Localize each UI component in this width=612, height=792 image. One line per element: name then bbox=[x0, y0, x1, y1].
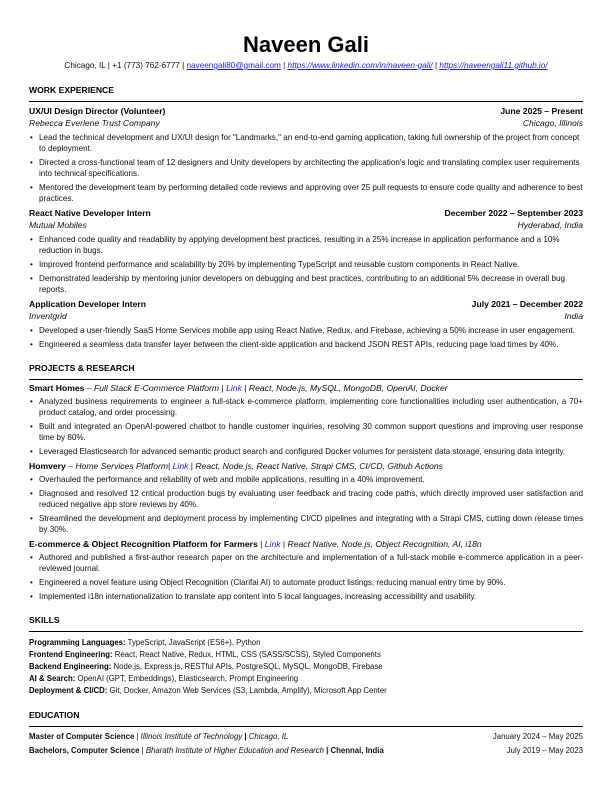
bullet-item: • Mentored the development team by performing detailed code reviews and approving over 25 pull requests to ensure code quality and adherence to best practices. bbox=[29, 182, 583, 204]
resume-page bbox=[29, 0, 583, 757]
skill-values: Node.js, Express.js, RESTful APIs, PostgreSQL, MySQL, MongoDB, Firebase bbox=[111, 662, 383, 671]
bullet-item: • Directed a cross-functional team of 12 designers and Unity developers by architecting the application's logic and translating complex user requirements into technical specifications. bbox=[29, 157, 583, 179]
project-link[interactable]: Link bbox=[172, 461, 189, 471]
bullet-item: • Built and integrated an OpenAI-powered chatbot to handle customer inquiries, resolving 30 common support questions and improving user response time by 80%. bbox=[29, 421, 583, 443]
work-experience-list bbox=[29, 105, 583, 350]
job-subheader bbox=[29, 310, 583, 322]
separator: | bbox=[219, 383, 227, 393]
separator: | bbox=[242, 732, 249, 741]
job-dates: July 2021 – December 2022 bbox=[471, 299, 583, 309]
contact-location-phone: Chicago, IL | +1 (773) 762-6777 | bbox=[64, 61, 187, 70]
school-name: Illinois Institute of Technology bbox=[140, 732, 243, 741]
project-bullets bbox=[29, 396, 583, 457]
website-link[interactable]: https://naveengali11.github.io/ bbox=[439, 61, 548, 70]
separator: | bbox=[257, 539, 265, 549]
skill-category: Deployment & CI/CD: bbox=[29, 686, 108, 695]
bullet-item: • Engineered a seamless data transfer layer between the client-side application and backend JSON REST APIs, reducing page load times by 40%. bbox=[29, 339, 583, 350]
linkedin-link[interactable]: https://www.linkedin.com/in/naveen-gali/ bbox=[287, 61, 433, 70]
job-bullets bbox=[29, 234, 583, 295]
separator: | bbox=[139, 745, 146, 755]
job-dates: December 2022 – September 2023 bbox=[444, 208, 583, 218]
bullet-item: • Lead the technical development and UX/UI design for "Landmarks," an end-to-end gaming application, taking full ownership of the project from concept to deployment. bbox=[29, 132, 583, 154]
project-bullets bbox=[29, 474, 583, 535]
skill-category: Frontend Engineering: bbox=[29, 650, 113, 659]
skill-values: TypeScript, JavaScript (ES6+), Python bbox=[125, 638, 261, 647]
skill-row bbox=[29, 673, 583, 685]
project-bullets bbox=[29, 552, 583, 602]
contact-line bbox=[29, 60, 583, 72]
project-subtitle: Home Services Platform bbox=[75, 461, 168, 471]
separator: | bbox=[432, 61, 440, 70]
skills-list bbox=[29, 637, 583, 697]
project-link[interactable]: Link bbox=[226, 383, 242, 393]
project-header bbox=[29, 538, 583, 550]
project-tech-stack: React, Node.js, MySQL, MongoDB, OpenAI, Docker bbox=[248, 383, 448, 393]
job-location: India bbox=[564, 311, 583, 321]
bullet-item: • Analyzed business requirements to engineer a full-stack e-commerce platform, implementing core functionalities including user authentication, a 70+ product catalog, and order processing. bbox=[29, 396, 583, 418]
bullet-item: • Authored and published a first-author research paper on the architecture and implementation of a full-stack mobile e-commerce application in a peer-reviewed journal. bbox=[29, 552, 583, 574]
school-location: Chicago, IL bbox=[248, 732, 289, 741]
projects-list bbox=[29, 382, 583, 602]
degree: Bachelors, Computer Science bbox=[29, 745, 140, 755]
education-details bbox=[29, 730, 288, 744]
separator: | bbox=[188, 461, 196, 471]
skill-row bbox=[29, 649, 583, 661]
skill-category: Programming Languages: bbox=[29, 638, 126, 647]
separator: | bbox=[241, 383, 249, 393]
dash: – bbox=[65, 461, 76, 471]
job-title: Application Developer Intern bbox=[29, 299, 146, 309]
project-link[interactable]: Link bbox=[264, 539, 281, 549]
project-tech-stack: React Native, Node.js, Object Recognition, AI, i18n bbox=[287, 539, 482, 549]
education-list bbox=[29, 730, 583, 757]
education-row bbox=[29, 744, 583, 758]
project-name: Smart Homes bbox=[29, 383, 85, 393]
project-name: Homvery bbox=[29, 461, 66, 471]
skill-category: Backend Engineering: bbox=[29, 662, 112, 671]
job-header bbox=[29, 207, 583, 219]
skill-row bbox=[29, 661, 583, 673]
job-subheader bbox=[29, 117, 583, 129]
project-header bbox=[29, 460, 583, 472]
project-name: E-commerce & Object Recognition Platform for Farmers bbox=[29, 539, 258, 549]
separator: | bbox=[280, 61, 288, 70]
job-header bbox=[29, 298, 583, 310]
skill-row bbox=[29, 637, 583, 649]
school-name: Bharath Institute of Higher Education and Research bbox=[145, 745, 324, 755]
company-name: Mutual Mobiles bbox=[29, 220, 87, 230]
bullet-item: • Enhanced code quality and readability by applying development best practices, resulting in a 25% increase in application performance and a 10% reduction in bugs. bbox=[29, 234, 583, 256]
separator: | bbox=[324, 745, 331, 755]
job-dates: June 2025 – Present bbox=[500, 106, 583, 116]
education-details bbox=[29, 744, 384, 758]
job-bullets bbox=[29, 325, 583, 350]
degree: Master of Computer Science bbox=[29, 732, 135, 741]
bullet-item: • Overhauled the performance and reliability of web and mobile applications, resulting in a 40% improvement. bbox=[29, 474, 583, 485]
job-location: Hyderabad, India bbox=[517, 220, 583, 230]
skill-values: Git, Docker, Amazon Web Services (S3, Lambda, Amplify), Microsoft App Center bbox=[107, 686, 387, 695]
section-heading-education: EDUCATION bbox=[29, 710, 583, 727]
candidate-name: Naveen Gali bbox=[243, 32, 369, 57]
skill-category: AI & Search: bbox=[29, 674, 76, 683]
project-subtitle: Full Stack E-Commerce Platform bbox=[93, 383, 220, 393]
job-header bbox=[29, 105, 583, 117]
bullet-item: • Streamlined the development and deployment process by implementing CI/CD pipelines and integrating with a Strapi CMS, cutting down release times by 30%. bbox=[29, 513, 583, 535]
education-dates: July 2019 – May 2023 bbox=[506, 745, 583, 755]
section-heading-work: WORK EXPERIENCE bbox=[29, 85, 583, 102]
section-heading-skills: SKILLS bbox=[29, 615, 583, 632]
bullet-item: • Engineered a novel feature using Object Recognition (Clarifai AI) to automate product listings, reducing manual entry time by 90%. bbox=[29, 577, 583, 588]
skill-row bbox=[29, 685, 583, 697]
job-location: Chicago, Illinois bbox=[522, 118, 583, 128]
separator: | bbox=[134, 732, 141, 741]
bullet-item: • Demonstrated leadership by mentoring junior developers on debugging and best practices, contributing to an additional 5% decrease in overall bug reports. bbox=[29, 273, 583, 295]
project-header bbox=[29, 382, 583, 394]
education-dates: January 2024 – May 2025 bbox=[492, 732, 583, 741]
skill-values: React, React Native, Redux, HTML, CSS (SASS/SCSS), Styled Components bbox=[112, 650, 381, 659]
job-title: UX/UI Design Director (Volunteer) bbox=[29, 106, 166, 116]
bullet-item: • Developed a user-friendly SaaS Home Services mobile app using React Native, Redux, and Firebase, achieving a 50% increase in user engagement. bbox=[29, 325, 583, 336]
bullet-item: • Diagnosed and resolved 12 critical production bugs by evaluating user feedback and tracing code paths, which directly improved user satisfaction and reduced negative app store reviews by 40%. bbox=[29, 488, 583, 510]
education-row bbox=[29, 730, 583, 744]
separator: | bbox=[280, 539, 288, 549]
bullet-item: • Improved frontend performance and scalability by 20% by implementing TypeScript and reusable custom components in React Native. bbox=[29, 259, 583, 270]
dash: – bbox=[84, 383, 94, 393]
project-tech-stack: React, Node.js, React Native, Strapi CMS, CI/CD, Github Actions bbox=[195, 461, 443, 471]
job-title: React Native Developer Intern bbox=[29, 208, 151, 218]
company-name: Rebecca Everlene Trust Company bbox=[29, 118, 160, 128]
job-bullets bbox=[29, 132, 583, 204]
company-name: Inventgrid bbox=[29, 311, 67, 321]
email-link[interactable]: naveengali80@gmail.com bbox=[186, 61, 281, 70]
separator: | bbox=[168, 461, 173, 471]
bullet-item: • Implemented i18n internationalization to translate app content into 5 local languages, increasing accessibility and usability. bbox=[29, 591, 583, 602]
job-subheader bbox=[29, 219, 583, 231]
bullet-item: • Leveraged Elasticsearch for advanced semantic product search and configured Docker volumes for persistent data storage, ensuring data integrity. bbox=[29, 446, 583, 457]
section-heading-projects: PROJECTS & RESEARCH bbox=[29, 363, 583, 380]
skill-values: OpenAI (GPT, Embeddings), Elasticsearch, Prompt Engineering bbox=[75, 674, 299, 683]
school-location: Chennai, India bbox=[330, 745, 384, 755]
